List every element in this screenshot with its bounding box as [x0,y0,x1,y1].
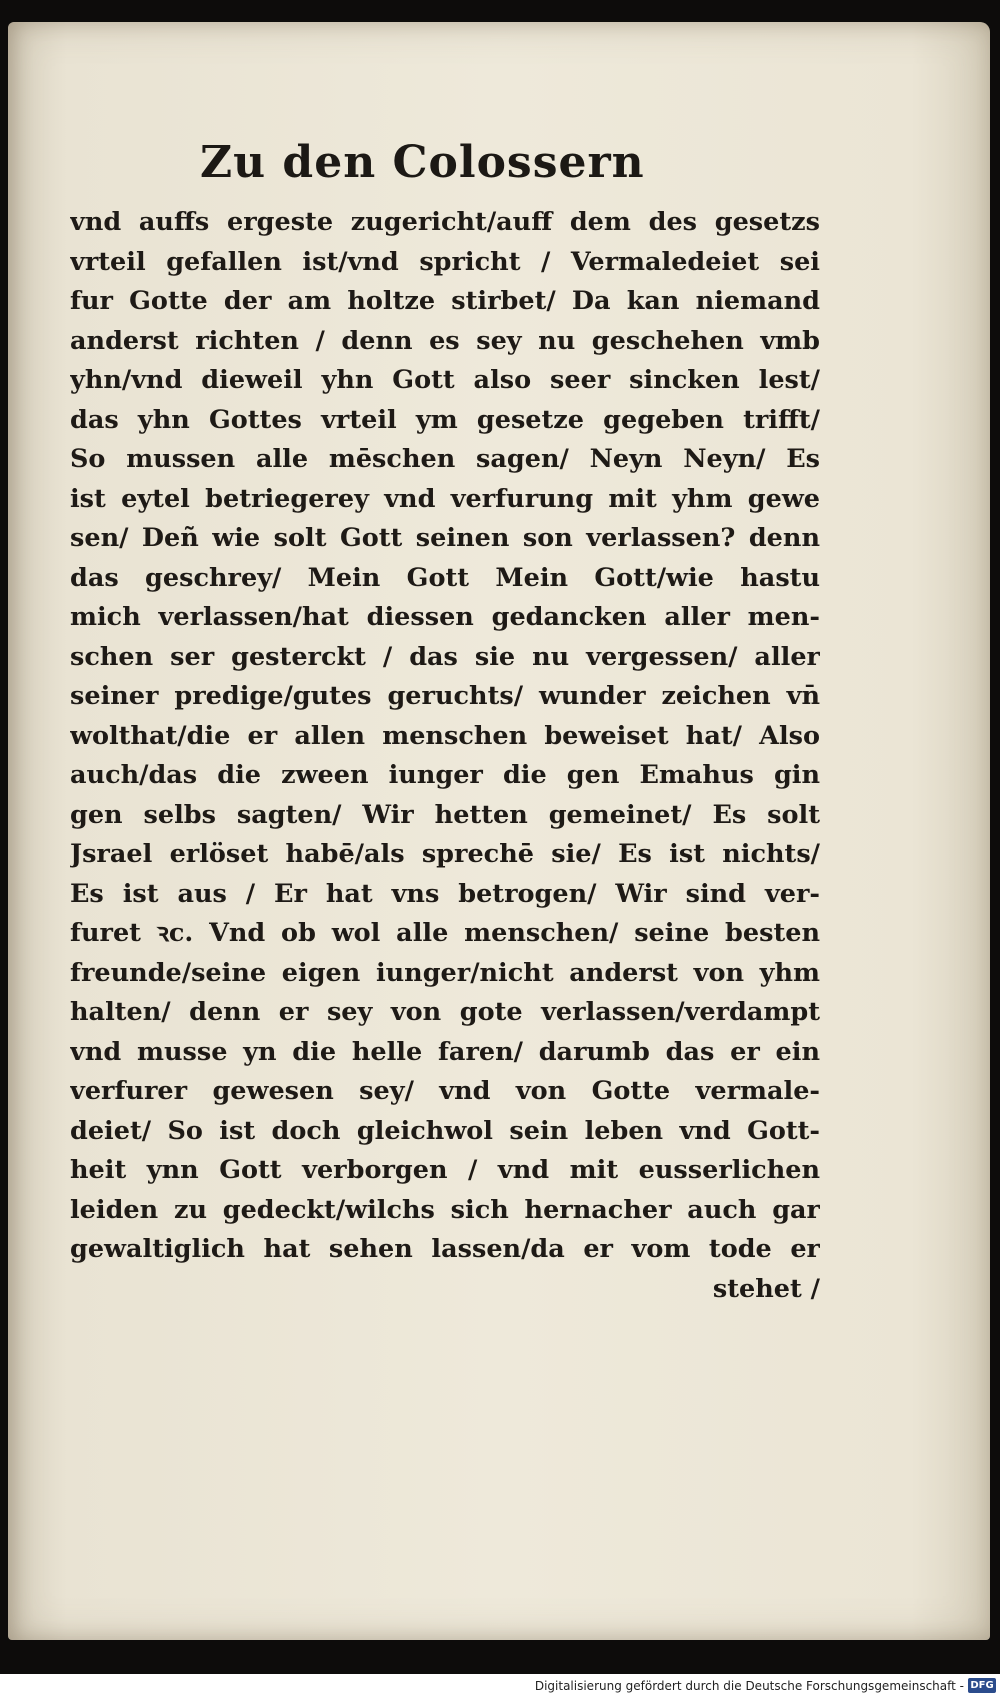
text-line: vnd musse yn die helle faren/ darumb das er ein [70,1036,820,1067]
text-line: mich verlassen/hat diessen gedancken aller men- [70,602,820,632]
text-line: furet ꝛc. Vnd ob wol alle menschen/ seine besten [70,918,820,948]
text-line: halten/ denn er sey von gote verlassen/verdampt [70,997,820,1027]
text-line: gen selbs sagten/ Wir hetten gemeinet/ Es solt [70,799,820,830]
text-line: leiden zu gedeckt/wilchs sich hernacher auch gar [70,1194,820,1225]
text-line: das geschrey/ Mein Gott Mein Gott/wie hastu [70,562,820,593]
running-head: Zu den Colossern [200,137,645,188]
text-line: das yhn Gottes vrteil ym gesetze gegeben trifft/ [70,404,820,435]
text-line: heit ynn Gott verborgen / vnd mit eusserlichen [70,1155,820,1185]
text-line: wolthat/die er allen menschen beweiset hat/ Also [70,720,820,751]
text-line: Jsrael erlöset habē/als sprechē sie/ Es ist nichts/ [70,839,820,869]
text-line: ist eytel betriegerey vnd verfurung mit yhm gewe [70,483,820,514]
text-line: freunde/seine eigen iunger/nicht anderst von yhm [70,957,820,988]
text-line: fur Gotte der am holtze stirbet/ Da kan niemand [70,286,820,316]
text-line: vnd auffs ergeste zugericht/auff dem des gesetzs [70,207,820,237]
dfg-logo: DFG [968,1678,996,1693]
text-line: vrteil gefallen ist/vnd spricht / Vermaledeiet sei [70,246,820,277]
text-line: gewaltiglich hat sehen lassen/da er vom tode er [70,1234,820,1264]
text-line: seiner predige/gutes geruchts/ wunder zeichen vn̄ [70,681,820,711]
digitization-credit: Digitalisierung gefördert durch die Deutsche Forschungsgemeinschaft - [534,1679,964,1693]
text-line: anderst richten / denn es sey nu geschehen vmb [70,325,820,356]
catchword: stehet / [712,1273,820,1304]
text-line: Es ist aus / Er hat vns betrogen/ Wir sind ver- [70,878,820,909]
text-line: deiet/ So ist doch gleichwol sein leben vnd Gott- [70,1115,820,1146]
text-line: auch/das die zween iunger die gen Emahus gin [70,760,820,790]
text-line: So mussen alle mēschen sagen/ Neyn Neyn/ Es [70,444,820,474]
text-line: schen ser gesterckt / das sie nu vergessen/ aller [70,641,820,672]
text-line: sen/ Deñ wie solt Gott seinen son verlassen? denn [70,523,820,553]
text-line: verfurer gewesen sey/ vnd von Gotte vermale- [70,1076,820,1106]
body-text [70,203,820,1309]
text-line: yhn/vnd dieweil yhn Gott also seer sincken lest/ [70,365,820,395]
